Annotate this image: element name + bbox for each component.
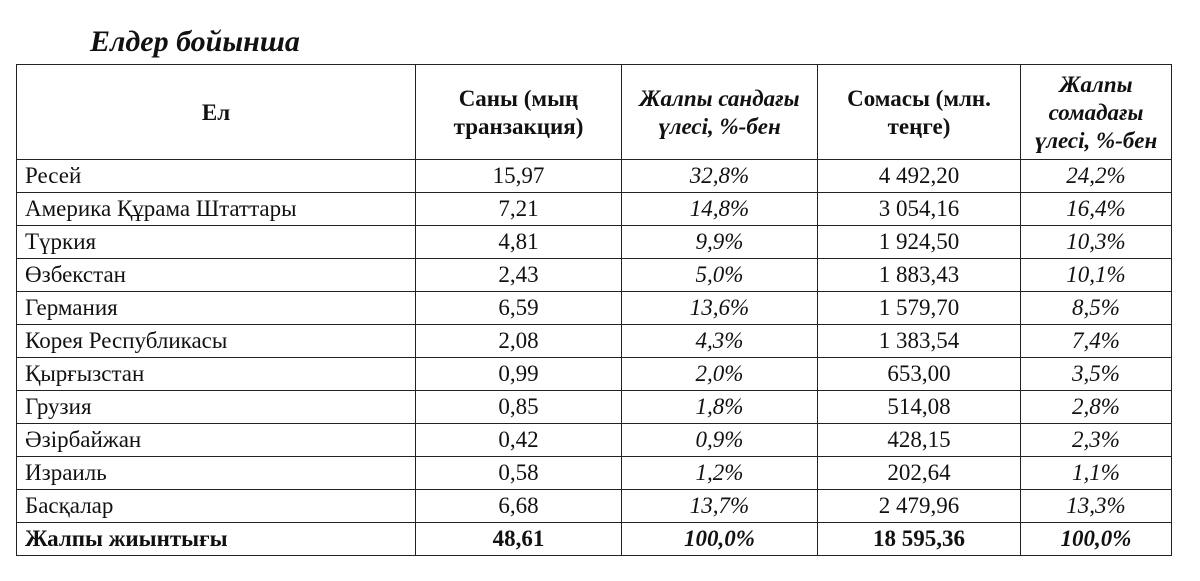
amount-share-cell: 8,5% [1021, 292, 1172, 325]
amount-share-cell: 2,8% [1021, 391, 1172, 424]
table-row [17, 325, 1172, 358]
amount-cell: 1 883,43 [818, 259, 1021, 292]
count-cell: 0,85 [416, 391, 622, 424]
country-cell: Түркия [17, 226, 416, 259]
count-cell: 6,59 [416, 292, 622, 325]
country-cell: Корея Республикасы [17, 325, 416, 358]
count-cell: 4,81 [416, 226, 622, 259]
header-row [17, 65, 1172, 160]
count-cell: 15,97 [416, 160, 622, 193]
country-cell: Әзірбайжан [17, 424, 416, 457]
table-row [17, 391, 1172, 424]
count-share-cell: 13,7% [622, 490, 818, 523]
amount-share-cell: 2,3% [1021, 424, 1172, 457]
table-row [17, 292, 1172, 325]
count-share-cell: 5,0% [622, 259, 818, 292]
amount-share-cell: 7,4% [1021, 325, 1172, 358]
header-count-share: Жалпы сандағы үлесі, %-бен [622, 65, 818, 160]
count-cell: 7,21 [416, 193, 622, 226]
total-count: 48,61 [416, 523, 622, 556]
count-cell: 0,58 [416, 457, 622, 490]
amount-cell: 3 054,16 [818, 193, 1021, 226]
countries-table [16, 64, 1172, 556]
amount-cell: 2 479,96 [818, 490, 1021, 523]
amount-share-cell: 13,3% [1021, 490, 1172, 523]
amount-cell: 4 492,20 [818, 160, 1021, 193]
amount-share-cell: 24,2% [1021, 160, 1172, 193]
table-row [17, 160, 1172, 193]
country-cell: Германия [17, 292, 416, 325]
amount-share-cell: 10,3% [1021, 226, 1172, 259]
count-cell: 6,68 [416, 490, 622, 523]
amount-cell: 653,00 [818, 358, 1021, 391]
country-cell: Қырғызстан [17, 358, 416, 391]
total-row [17, 523, 1172, 556]
total-amount-share: 100,0% [1021, 523, 1172, 556]
table-row [17, 358, 1172, 391]
header-amount: Сомасы (млн. теңге) [818, 65, 1021, 160]
count-share-cell: 14,8% [622, 193, 818, 226]
country-cell: Ресей [17, 160, 416, 193]
amount-share-cell: 1,1% [1021, 457, 1172, 490]
amount-share-cell: 10,1% [1021, 259, 1172, 292]
count-cell: 2,43 [416, 259, 622, 292]
total-label: Жалпы жиынтығы [17, 523, 416, 556]
amount-cell: 514,08 [818, 391, 1021, 424]
country-cell: Басқалар [17, 490, 416, 523]
count-share-cell: 4,3% [622, 325, 818, 358]
amount-cell: 1 579,70 [818, 292, 1021, 325]
country-cell: Израиль [17, 457, 416, 490]
table-row [17, 259, 1172, 292]
header-country: Ел [17, 65, 416, 160]
country-cell: Грузия [17, 391, 416, 424]
amount-share-cell: 16,4% [1021, 193, 1172, 226]
amount-cell: 428,15 [818, 424, 1021, 457]
amount-cell: 1 924,50 [818, 226, 1021, 259]
table-row [17, 457, 1172, 490]
count-share-cell: 13,6% [622, 292, 818, 325]
count-share-cell: 2,0% [622, 358, 818, 391]
amount-share-cell: 3,5% [1021, 358, 1172, 391]
total-amount: 18 595,36 [818, 523, 1021, 556]
total-count-share: 100,0% [622, 523, 818, 556]
table-row [17, 490, 1172, 523]
table-row [17, 424, 1172, 457]
count-share-cell: 0,9% [622, 424, 818, 457]
count-share-cell: 1,2% [622, 457, 818, 490]
count-cell: 2,08 [416, 325, 622, 358]
amount-cell: 1 383,54 [818, 325, 1021, 358]
country-cell: Америка Құрама Штаттары [17, 193, 416, 226]
count-share-cell: 1,8% [622, 391, 818, 424]
table-row [17, 226, 1172, 259]
header-count: Саны (мың транзакция) [416, 65, 622, 160]
table-row [17, 193, 1172, 226]
table-caption: Елдер бойынша [90, 25, 300, 58]
count-share-cell: 9,9% [622, 226, 818, 259]
header-amount-share: Жалпы сомадағы үлесі, %-бен [1021, 65, 1172, 160]
count-cell: 0,99 [416, 358, 622, 391]
country-cell: Өзбекстан [17, 259, 416, 292]
count-cell: 0,42 [416, 424, 622, 457]
count-share-cell: 32,8% [622, 160, 818, 193]
amount-cell: 202,64 [818, 457, 1021, 490]
